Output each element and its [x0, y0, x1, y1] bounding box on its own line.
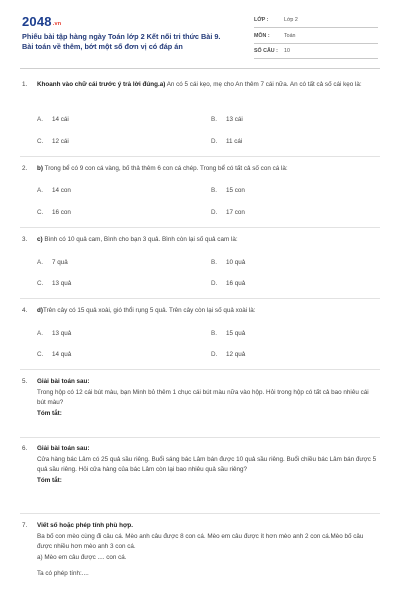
meta-value: Toán — [284, 32, 296, 39]
answer-option[interactable] — [211, 209, 245, 216]
option-text: 14 quả — [52, 351, 72, 358]
meta-row-question-count — [254, 47, 378, 59]
answer-option[interactable] — [211, 138, 242, 145]
option-text: 14 con — [52, 187, 71, 194]
title-line-1: Phiếu bài tập hàng ngày Toán lớp 2 Kết nối tri thức Bài 9. — [22, 32, 221, 41]
option-letter: D. — [211, 280, 218, 287]
option-text: 13 cái — [226, 116, 243, 123]
option-text: 13 quả — [52, 280, 72, 287]
question-body: Ba bố con mèo cùng đi câu cá. Mèo anh câu được 8 con cá. Mèo em câu được ít hơn mèo anh 2 con cá.Mèo bố câu được nhiều hơn mèo anh 3 con cá. — [37, 532, 364, 550]
answer-option[interactable] — [211, 187, 245, 194]
question-number: 1. — [22, 81, 28, 88]
option-letter: C. — [37, 351, 44, 358]
calculation-line: Ta có phép tính:.... — [37, 570, 89, 577]
option-letter: D. — [211, 209, 218, 216]
site-logo[interactable] — [22, 14, 61, 29]
question-bold-prefix: d) — [37, 307, 43, 314]
meta-label: MÔN : — [254, 32, 270, 39]
answer-option[interactable] — [37, 138, 69, 145]
answer-option[interactable] — [211, 351, 245, 358]
question-subpart-a: a) Mèo em câu được .... con cá. — [37, 553, 127, 561]
option-text: 11 cái — [226, 138, 243, 145]
answer-option[interactable] — [211, 280, 245, 287]
option-letter: D. — [211, 138, 218, 145]
meta-value: Lớp 2 — [284, 17, 298, 23]
question-text — [37, 444, 377, 486]
worksheet-meta — [254, 16, 378, 63]
question-number: 2. — [22, 165, 28, 172]
answer-option[interactable] — [211, 330, 245, 337]
option-letter: A. — [37, 187, 43, 194]
summary-label: Tóm tắt: — [37, 476, 62, 484]
option-text: 15 quả — [226, 330, 246, 337]
option-letter: C. — [37, 209, 44, 216]
answer-option[interactable] — [37, 209, 71, 216]
question-body: An có 5 cái kẹo, mẹ cho An thêm 7 cái nữa. An có tất cả số cái kẹo là: — [165, 81, 362, 88]
answer-option[interactable] — [37, 330, 71, 337]
question-divider — [20, 156, 380, 157]
meta-value: 10 — [284, 48, 290, 54]
logo-text: 2048 — [22, 14, 52, 29]
option-letter: A. — [37, 116, 43, 123]
question-text — [37, 377, 377, 419]
question-heading: Giải bài toán sau: — [37, 445, 90, 452]
option-text: 14 cái — [52, 116, 69, 123]
option-text: 13 quả — [52, 330, 72, 337]
question-body: Bình có 10 quả cam, Bình cho bạn 3 quả. Bình còn lại số quả cam là: — [42, 236, 238, 243]
option-text: 15 con — [226, 187, 245, 194]
worksheet-title — [22, 32, 250, 51]
question-text — [37, 235, 377, 246]
answer-option[interactable] — [37, 116, 69, 123]
logo-suffix: .vn — [52, 21, 62, 27]
option-letter: B. — [211, 187, 217, 194]
question-body: Trong hộp có 12 cái bút màu, bạn Minh bỏ thêm 1 chục cái bút màu nữa vào hộp. Hỏi trong hộp có tất cả bao nhiêu cái bút màu? — [37, 388, 369, 406]
question-divider — [20, 513, 380, 514]
question-bold-prefix: Khoanh vào chữ cái trước ý trả lời đúng.a) — [37, 81, 166, 88]
meta-row-class — [254, 16, 378, 28]
option-letter: B. — [211, 116, 217, 123]
answer-option[interactable] — [211, 259, 245, 266]
meta-label: SỐ CÂU : — [254, 48, 278, 54]
meta-label: LỚP : — [254, 17, 269, 23]
question-number: 5. — [22, 378, 28, 385]
question-text — [37, 521, 377, 580]
option-letter: A. — [37, 259, 43, 266]
question-body: Trong bể có 9 con cá vàng, bố thả thêm 6 con cá chép. Trong bể có tất cả số con cá là: — [42, 165, 288, 172]
question-divider — [20, 437, 380, 438]
summary-label: Tóm tắt: — [37, 409, 62, 417]
question-number: 4. — [22, 307, 28, 314]
question-heading: Giải bài toán sau: — [37, 378, 90, 385]
option-letter: B. — [211, 259, 217, 266]
question-number: 6. — [22, 445, 28, 452]
question-body: Trên cây có 15 quả xoài, gió thổi rụng 5 quả. Trên cây còn lại số quả xoài là: — [42, 307, 256, 314]
question-divider — [20, 298, 380, 299]
option-text: 12 quả — [226, 351, 246, 358]
option-letter: D. — [211, 351, 218, 358]
option-text: 17 con — [226, 209, 245, 216]
question-text — [37, 164, 377, 175]
question-divider — [20, 227, 380, 228]
option-text: 7 quả — [52, 259, 68, 266]
option-text: 16 quả — [226, 280, 246, 287]
document-header — [0, 0, 400, 72]
option-text: 10 quả — [226, 259, 246, 266]
answer-option[interactable] — [37, 259, 68, 266]
answer-option[interactable] — [37, 280, 71, 287]
option-letter: C. — [37, 280, 44, 287]
answer-option[interactable] — [37, 187, 71, 194]
question-text — [37, 306, 377, 317]
answer-option[interactable] — [211, 116, 243, 123]
option-letter: B. — [211, 330, 217, 337]
question-heading: Viết số hoặc phép tính phù hợp. — [37, 522, 134, 529]
question-bold-prefix: b) — [37, 165, 43, 172]
option-letter: C. — [37, 138, 44, 145]
question-body: Cửa hàng bác Lâm có 25 quả sầu riêng. Buổi sáng bác Lâm bán được 10 quả sầu riêng. Buổi chiều bác Lâm bán được 5 quả sầu riêng. Hỏi cửa hàng của bác Lâm còn lại bao nhiêu quả sầu riêng? — [37, 455, 377, 473]
meta-row-subject — [254, 32, 378, 44]
question-number: 7. — [22, 522, 28, 529]
option-text: 16 con — [52, 209, 71, 216]
question-text — [37, 80, 377, 91]
option-text: 12 cái — [52, 138, 69, 145]
option-letter: A. — [37, 330, 43, 337]
question-divider — [20, 369, 380, 370]
title-line-2: Bài toán về thêm, bớt một số đơn vị có đáp án — [22, 41, 183, 51]
answer-option[interactable] — [37, 351, 71, 358]
question-bold-prefix: c) — [37, 236, 43, 243]
header-divider — [20, 68, 380, 69]
question-number: 3. — [22, 236, 28, 243]
